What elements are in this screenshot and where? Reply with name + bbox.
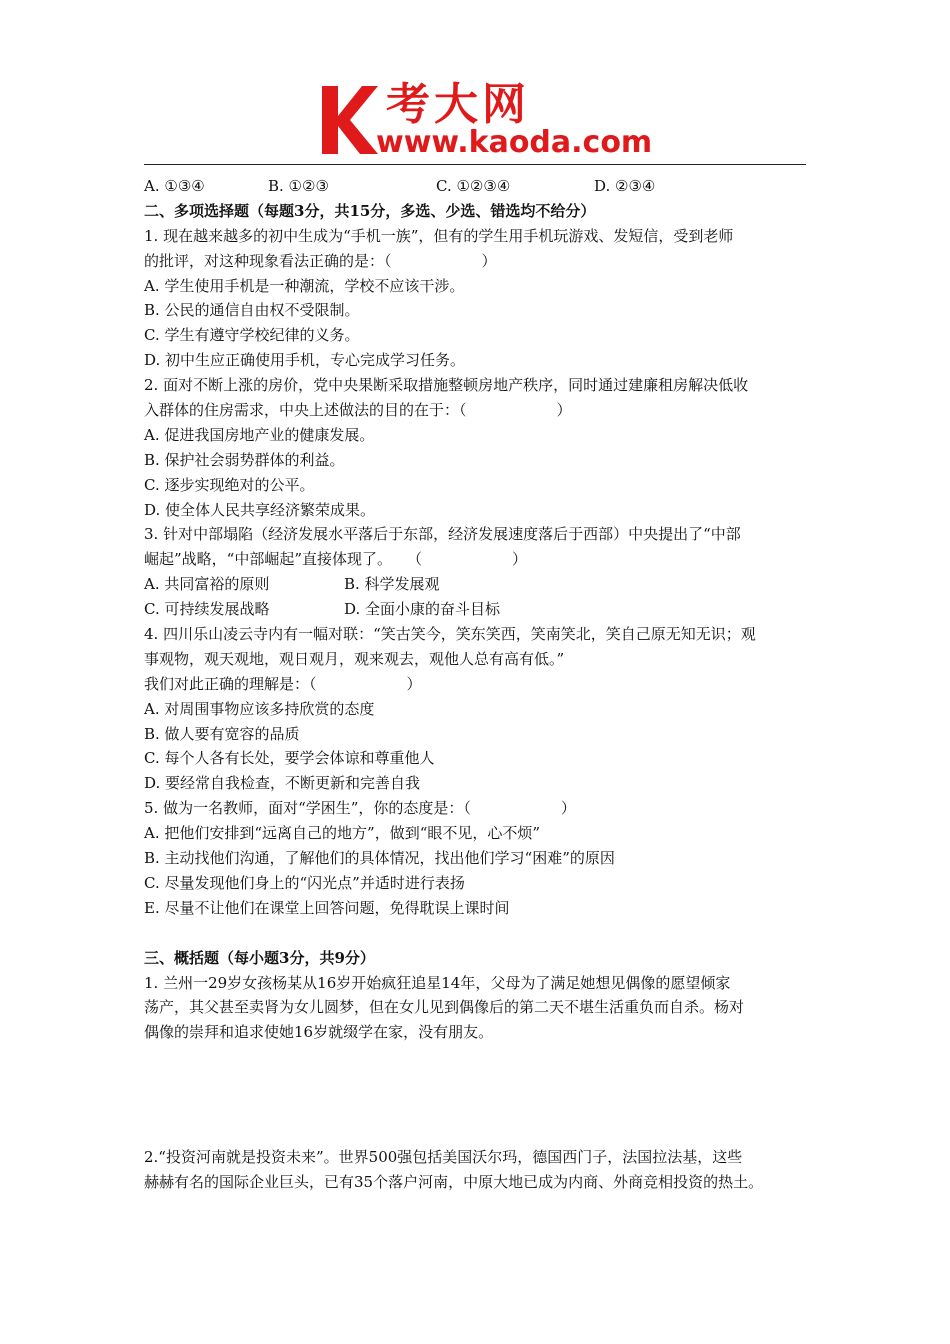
- option: A. 对周围事物应该多持欣赏的态度: [144, 699, 375, 718]
- question-4: [144, 622, 814, 796]
- option: C. 学生有遵守学校纪律的义务。: [144, 326, 360, 345]
- option: A. 共同富裕的原则: [144, 575, 270, 594]
- option: C. 逐步实现绝对的公平。: [144, 475, 315, 494]
- exam-content: [144, 174, 814, 1195]
- header-rule: [144, 164, 806, 165]
- stem-line: 5. 做为一名教师，面对“学困生”，你的态度是：（ ）: [144, 799, 576, 818]
- option-row: [144, 572, 814, 597]
- question-2: [144, 373, 814, 522]
- option: C. 可持续发展战略: [144, 600, 270, 619]
- logo-url: www.kaoda.com: [376, 125, 653, 160]
- option: B. ①②③: [268, 177, 329, 195]
- option: B. 主动找他们沟通，了解他们的具体情况，找出他们学习“困难”的原因: [144, 849, 615, 868]
- paragraph-line: 2.“投资河南就是投资未来”。世界500强包括美国沃尔玛，德国西门子，法国拉法基，这些: [144, 1148, 743, 1167]
- stem-line: 崛起”战略，“中部崛起”直接体现了。 （ ）: [144, 550, 528, 569]
- option-row: [144, 597, 814, 622]
- answer-space: [144, 1045, 814, 1145]
- stem-line: 事观物，观天观地，观日观月，观来观去，观他人总有高有低。”: [144, 649, 565, 668]
- question-5: [144, 796, 814, 920]
- section-heading: 二、多项选择题（每题3分，共15分，多选、少选、错选均不给分）: [144, 201, 596, 220]
- stem-line: 3. 针对中部塌陷（经济发展水平落后于东部，经济发展速度落后于西部）中央提出了“中部: [144, 525, 741, 544]
- question-3: [144, 522, 814, 622]
- option: B. 保护社会弱势群体的利益。: [144, 450, 345, 469]
- option: C. 尽量发现他们身上的“闪光点”并适时进行表扬: [144, 873, 465, 892]
- spacer: [144, 921, 814, 946]
- question-1: [144, 224, 814, 373]
- summary-question-2: [144, 1145, 814, 1195]
- paragraph-line: 偶像的崇拜和追求使她16岁就缀学在家，没有朋友。: [144, 1023, 494, 1042]
- option: C. ①②③④: [436, 177, 511, 195]
- option: D. ②③④: [594, 177, 656, 195]
- option: C. 每个人各有长处，要学会体谅和尊重他人: [144, 749, 435, 768]
- option: A. ①③④: [144, 177, 205, 195]
- summary-question-1: [144, 971, 814, 1046]
- option: A. 学生使用手机是一种潮流，学校不应该干涉。: [144, 276, 465, 295]
- paragraph-line: 荡产，其父甚至卖肾为女儿圆梦，但在女儿见到偶像后的第二天不堪生活重负而自杀。杨对: [144, 998, 745, 1017]
- stem-line: 我们对此正确的理解是：（ ）: [144, 674, 422, 693]
- option: D. 使全体人民共享经济繁荣成果。: [144, 500, 376, 519]
- stem-line: 2. 面对不断上涨的房价，党中央果断采取措施整顿房地产秩序，同时通过建廉租房解决低收: [144, 376, 749, 395]
- section-heading: 三、概括题（每小题3分，共9分）: [144, 948, 375, 967]
- option: D. 全面小康的奋斗目标: [344, 600, 501, 619]
- option: E. 尽量不让他们在课堂上回答问题，免得耽误上课时间: [144, 898, 510, 917]
- stem-line: 4. 四川乐山凌云寺内有一幅对联：“笑古笑今，笑东笑西，笑南笑北，笑自己原无知无识；观: [144, 625, 756, 644]
- stem-line: 入群体的住房需求，中央上述做法的目的在于：（ ）: [144, 401, 572, 420]
- option: B. 科学发展观: [344, 575, 440, 594]
- option: B. 公民的通信自由权不受限制。: [144, 301, 360, 320]
- k-logo-icon: [318, 82, 380, 158]
- paragraph-line: 赫赫有名的国际企业巨头，已有35个落户河南，中原大地已成为内商、外商竞相投资的热土。: [144, 1173, 764, 1192]
- paragraph-line: 1. 兰州一29岁女孩杨某从16岁开始疯狂追星14年，父母为了满足她想见偶像的愿望倾家: [144, 973, 731, 992]
- stem-line: 1. 现在越来越多的初中生成为“手机一族”，但有的学生用手机玩游戏、发短信，受到老师: [144, 226, 734, 245]
- option: D. 初中生应正确使用手机，专心完成学习任务。: [144, 351, 466, 370]
- logo: [318, 79, 653, 160]
- option: A. 促进我国房地产业的健康发展。: [144, 425, 375, 444]
- logo-brand: 考大网: [386, 79, 530, 130]
- prev-options: [144, 174, 814, 199]
- option: B. 做人要有宽容的品质: [144, 724, 300, 743]
- option: A. 把他们安排到“远离自己的地方”，做到“眼不见，心不烦”: [144, 824, 541, 843]
- stem-line: 的批评，对这种现象看法正确的是：（ ）: [144, 251, 497, 270]
- option: D. 要经常自我检查，不断更新和完善自我: [144, 774, 421, 793]
